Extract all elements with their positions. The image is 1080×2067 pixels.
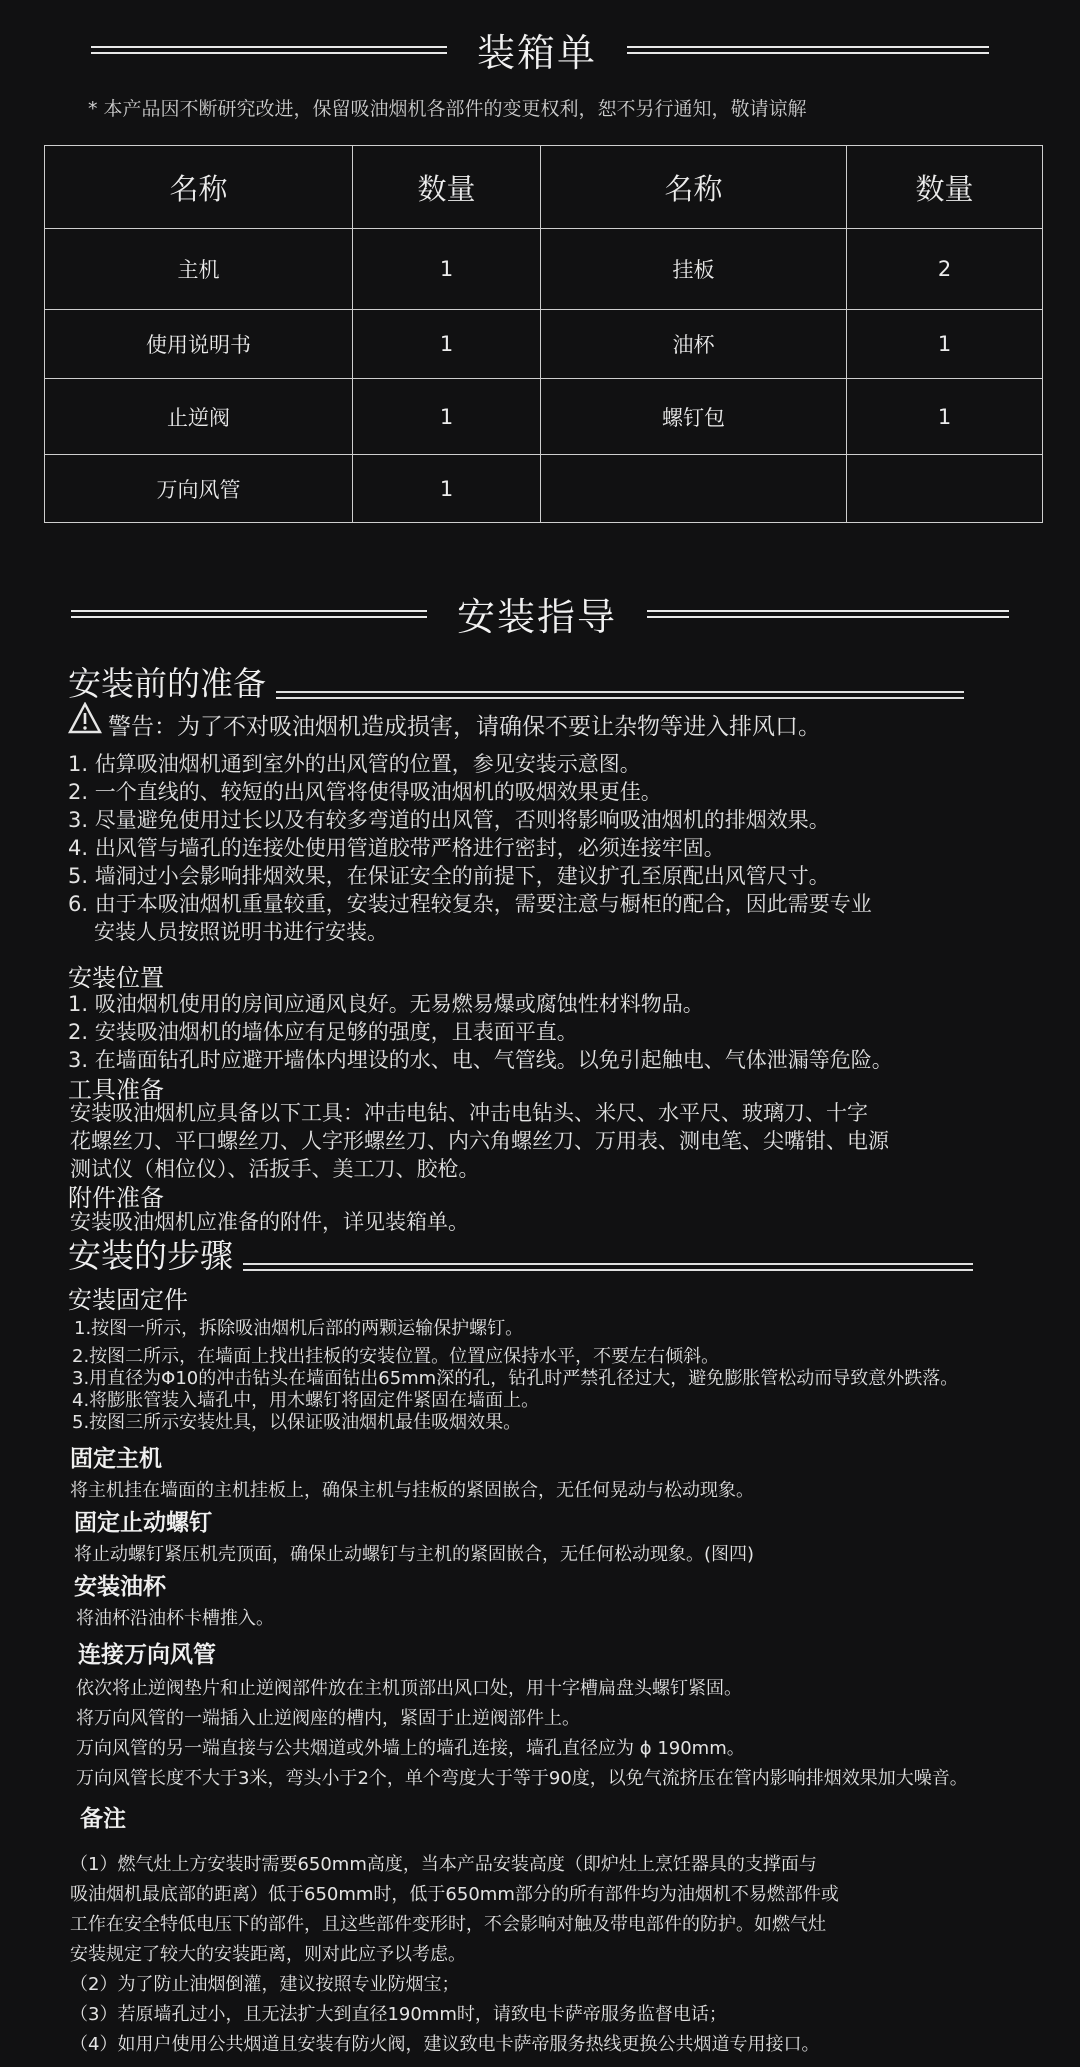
cell: 油杯 (541, 310, 847, 379)
packing-title-row (0, 22, 1080, 77)
duct-title: 连接万向风管 (78, 1642, 216, 1668)
cell: 1 (353, 379, 541, 455)
prep-item-3: 3. 尽量避免使用过长以及有较多弯道的出风管，否则将影响吸油烟机的排烟效果。 (68, 808, 830, 832)
prep-heading (68, 658, 964, 705)
cell: 1 (353, 455, 541, 523)
cell: 止逆阀 (45, 379, 353, 455)
tools-line-3: 测试仪（相位仪）、活扳手、美工刀、胶枪。 (70, 1157, 480, 1181)
packing-table (44, 145, 1043, 523)
duct-line-3: 万向风管的另一端直接与公共烟道或外墙上的墙孔连接，墙孔直径应为 ɸ 190mm。 (76, 1738, 745, 1759)
table-row (45, 379, 1043, 455)
duct-line-4: 万向风管长度不大于3米，弯头小于2个，单个弯度大于等于90度，以免气流挤压在管内影响排烟效果加大噪音。 (76, 1768, 968, 1789)
header-qty-2: 数量 (847, 146, 1043, 229)
oil-cup-text: 将油杯沿油杯卡槽推入。 (76, 1608, 274, 1629)
prep-item-5: 5. 墙洞过小会影响排烟效果，在保证安全的前提下，建议扩孔至原配出风管尺寸。 (68, 864, 830, 888)
steps-title: 安装的步骤 (68, 1236, 233, 1275)
cell: 1 (847, 379, 1043, 455)
heading-rule (276, 691, 964, 699)
cell: 1 (353, 229, 541, 310)
remarks-line-4: 安装规定了较大的安装距离，则对此应予以考虑。 (70, 1944, 466, 1965)
packing-note: * 本产品因不断研究改进，保留吸油烟机各部件的变更权利，恕不另行通知，敬请谅解 (88, 98, 807, 120)
table-row (45, 229, 1043, 310)
prep-title: 安装前的准备 (68, 664, 266, 703)
tools-title: 工具准备 (68, 1076, 164, 1104)
cell: 螺钉包 (541, 379, 847, 455)
prep-item-6-cont: 安装人员按照说明书进行安装。 (94, 920, 388, 944)
fix-part-item-2: 2.按图二所示，在墙面上找出挂板的安装位置。位置应保持水平，不要左右倾斜。 (72, 1346, 720, 1367)
tools-line-2: 花螺丝刀、平口螺丝刀、人字形螺丝刀、内六角螺丝刀、万用表、测电笔、尖嘴钳、电源 (70, 1129, 889, 1153)
cell: 使用说明书 (45, 310, 353, 379)
title-rule-right (647, 610, 1009, 618)
prep-item-6: 6. 由于本吸油烟机重量较重，安装过程较复杂，需要注意与橱柜的配合，因此需要专业 (68, 892, 872, 916)
prep-item-4: 4. 出风管与墙孔的连接处使用管道胶带严格进行密封，必须连接牢固。 (68, 836, 725, 860)
remarks-line-5: （2）为了防止油烟倒灌，建议按照专业防烟宝； (70, 1974, 460, 1995)
accessories-text: 安装吸油烟机应准备的附件，详见装箱单。 (70, 1210, 469, 1234)
title-rule-left (91, 46, 447, 54)
fix-part-title: 安装固定件 (68, 1286, 188, 1314)
tools-line-1: 安装吸油烟机应具备以下工具：冲击电钻、冲击电钻头、米尺、水平尺、玻璃刀、十字 (70, 1101, 868, 1125)
cell: 1 (847, 310, 1043, 379)
header-qty-1: 数量 (353, 146, 541, 229)
prep-item-2: 2. 一个直线的、较短的出风管将使得吸油烟机的吸烟效果更佳。 (68, 780, 662, 804)
fix-host-text: 将主机挂在墙面的主机挂板上，确保主机与挂板的紧固嵌合，无任何晃动与松动现象。 (70, 1480, 754, 1501)
remarks-line-2: 吸油烟机最底部的距离）低于650mm时，低于650mm部分的所有部件均为油烟机不易燃部件或 (70, 1884, 839, 1905)
guide-title: 安装指导 (456, 595, 617, 639)
fix-host-title: 固定主机 (70, 1446, 162, 1472)
fix-part-item-5: 5.按图三所示安装灶具，以保证吸油烟机最佳吸烟效果。 (72, 1412, 522, 1433)
fix-part-item-3: 3.用直径为Φ10的冲击钻头在墙面钻出65mm深的孔，钻孔时严禁孔径过大，避免膨胀管松动而导致意外跌落。 (72, 1368, 959, 1389)
location-title: 安装位置 (68, 964, 164, 992)
remarks-line-3: 工作在安全特低电压下的部件，且这些部件变形时，不会影响对触及带电部件的防护。如燃气灶 (70, 1914, 826, 1935)
guide-title-row (0, 586, 1080, 641)
table-header-row (45, 146, 1043, 229)
remarks-line-7: （4）如用户使用公共烟道且安装有防火阀，建议致电卡萨帝服务热线更换公共烟道专用接口。 (70, 2034, 820, 2055)
duct-line-1: 依次将止逆阀垫片和止逆阀部件放在主机顶部出风口处，用十字槽扁盘头螺钉紧固。 (76, 1678, 742, 1699)
location-item-1: 1. 吸油烟机使用的房间应通风良好。无易燃易爆或腐蚀性材料物品。 (68, 992, 704, 1016)
title-rule-right (627, 46, 989, 54)
fix-part-item-4: 4.将膨胀管装入墙孔中，用木螺钉将固定件紧固在墙面上。 (72, 1390, 540, 1411)
title-rule-left (71, 610, 427, 618)
prep-warning: 警告：为了不对吸油烟机造成损害，请确保不要让杂物等进入排风口。 (108, 714, 821, 740)
packing-title: 装箱单 (476, 31, 597, 75)
table-row (45, 455, 1043, 523)
cell: 主机 (45, 229, 353, 310)
header-name-1: 名称 (45, 146, 353, 229)
accessories-title: 附件准备 (68, 1184, 164, 1212)
prep-item-1: 1. 估算吸油烟机通到室外的出风管的位置，参见安装示意图。 (68, 752, 641, 776)
remarks-line-1: （1）燃气灶上方安装时需要650mm高度，当本产品安装高度（即炉灶上烹饪器具的支撑面与 (70, 1854, 817, 1875)
table-row (45, 310, 1043, 379)
remarks-title: 备注 (80, 1806, 126, 1832)
duct-line-2: 将万向风管的一端插入止逆阀座的槽内，紧固于止逆阀部件上。 (76, 1708, 580, 1729)
header-name-2: 名称 (541, 146, 847, 229)
cell: 1 (353, 310, 541, 379)
location-item-3: 3. 在墙面钻孔时应避开墙体内埋设的水、电、气管线。以免引起触电、气体泄漏等危险。 (68, 1048, 893, 1072)
cell (541, 455, 847, 523)
fix-part-item-1: 1.按图一所示，拆除吸油烟机后部的两颗运输保护螺钉。 (74, 1318, 524, 1339)
fix-screw-text: 将止动螺钉紧压机壳顶面，确保止动螺钉与主机的紧固嵌合，无任何松动现象。(图四) (74, 1544, 755, 1565)
cell: 2 (847, 229, 1043, 310)
location-item-2: 2. 安装吸油烟机的墙体应有足够的强度，且表面平直。 (68, 1020, 578, 1044)
cell: 挂板 (541, 229, 847, 310)
warning-icon (68, 702, 102, 734)
heading-rule (243, 1263, 973, 1271)
remarks-line-6: （3）若原墙孔过小，且无法扩大到直径190mm时，请致电卡萨帝服务监督电话； (70, 2004, 727, 2025)
cell (847, 455, 1043, 523)
cell: 万向风管 (45, 455, 353, 523)
fix-screw-title: 固定止动螺钉 (74, 1510, 212, 1536)
steps-heading (68, 1230, 973, 1277)
oil-cup-title: 安装油杯 (74, 1574, 166, 1600)
